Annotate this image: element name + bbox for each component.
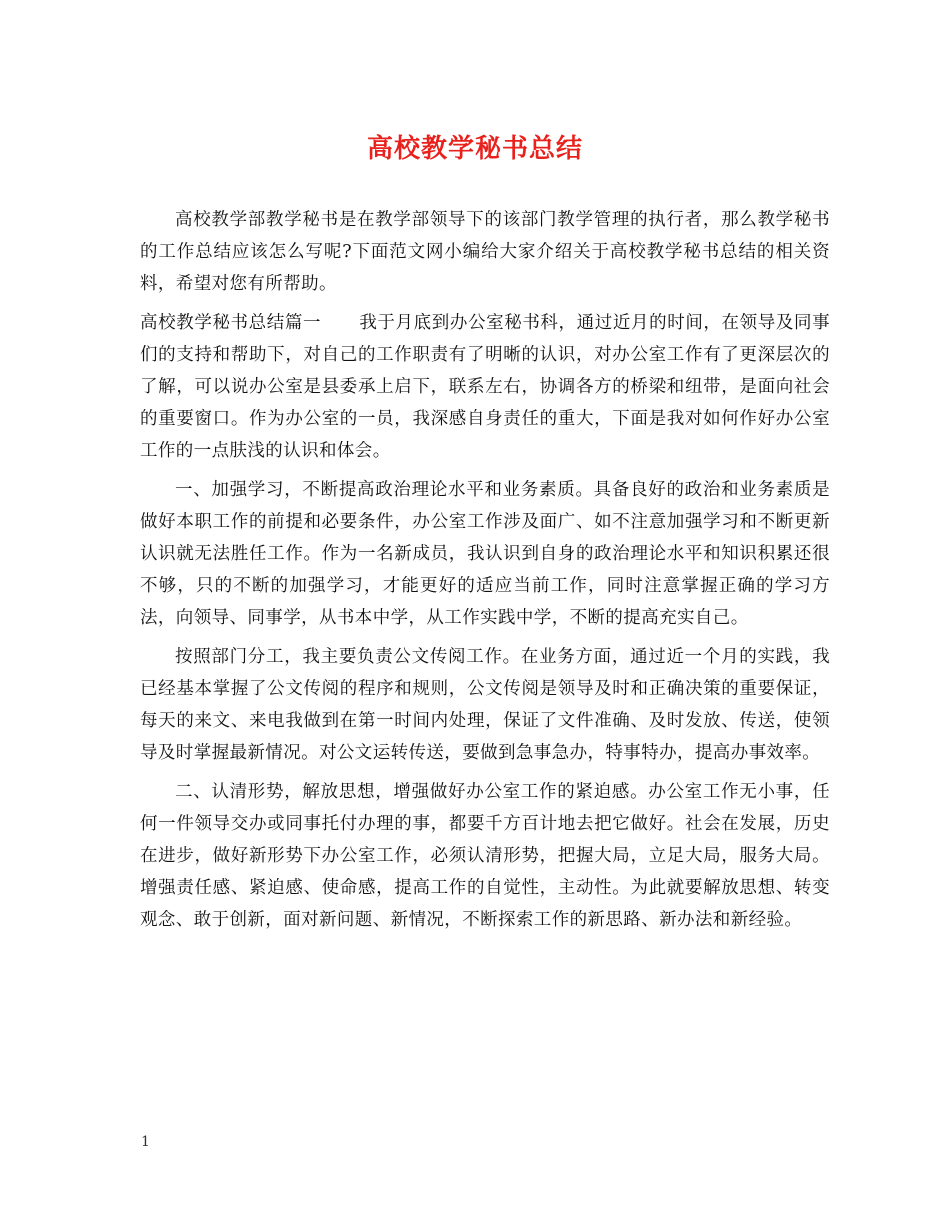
intro-paragraph: 高校教学部教学秘书是在教学部领导下的该部门教学管理的执行者，那么教学秘书的工作总结应该怎么写呢?下面范文网小编给大家介绍关于高校教学秘书总结的相关资料，希望对您有所帮助。 xyxy=(140,210,830,294)
section-heading: 高校教学秘书总结篇一 xyxy=(140,313,322,333)
section-paragraph xyxy=(140,307,830,467)
document-body xyxy=(140,204,830,936)
document-title: 高校教学秘书总结 xyxy=(366,134,583,164)
paragraph-situation: 二、认清形势，解放思想，增强做好办公室工作的紧迫感。办公室工作无小事，任何一件领导交办或同事托付办理的事，都要千方百计地去把它做好。社会在发展，历史在进步，做好新形势下办公室工作，必须认清形势，把握大局，立足大局，服务大局。增强责任感、紧迫感、使命感，提高工作的自觉性，主动性。为此就要解放思想、转变观念、敢于创新，面对新问题、新情况，不断探索工作的新思路、新办法和新经验。 xyxy=(140,782,830,930)
paragraph-study: 一、加强学习，不断提高政治理论水平和业务素质。具备良好的政治和业务素质是做好本职工作的前提和必要条件，办公室工作涉及面广、如不注意加强学习和不断更新认识就无法胜任工作。作为一名新成员，我认识到自身的政治理论水平和知识积累还很不够，只的不断的加强学习，才能更好的适应当前工作，同时注意掌握正确的学习方法，向领导、同事学，从书本中学，从工作实践中学，不断的提高充实自己。 xyxy=(140,480,830,628)
paragraph-duty: 按照部门分工，我主要负责公文传阅工作。在业务方面，通过近一个月的实践，我已经基本掌握了公文传阅的程序和规则，公文传阅是领导及时和正确决策的重要保证，每天的来文、来电我做到在第一时间内处理，保证了文件准确、及时发放、传送，使领导及时掌握最新情况。对公文运转传送，要做到急事急办，特事特办，提高办事效率。 xyxy=(140,647,830,763)
section-first-text: 我于月底到办公室秘书科，通过近月的时间，在领导及同事们的支持和帮助下，对自己的工作职责有了明晰的认识，对办公室工作有了更深层次的了解，可以说办公室是县委承上启下，联系左右，协调各方的桥梁和纽带，是面向社会的重要窗口。作为办公室的一员，我深感自身责任的重大，下面是我对如何作好办公室工作的一点肤浅的认识和体会。 xyxy=(140,313,830,461)
page-number: 1 xyxy=(141,1134,150,1150)
